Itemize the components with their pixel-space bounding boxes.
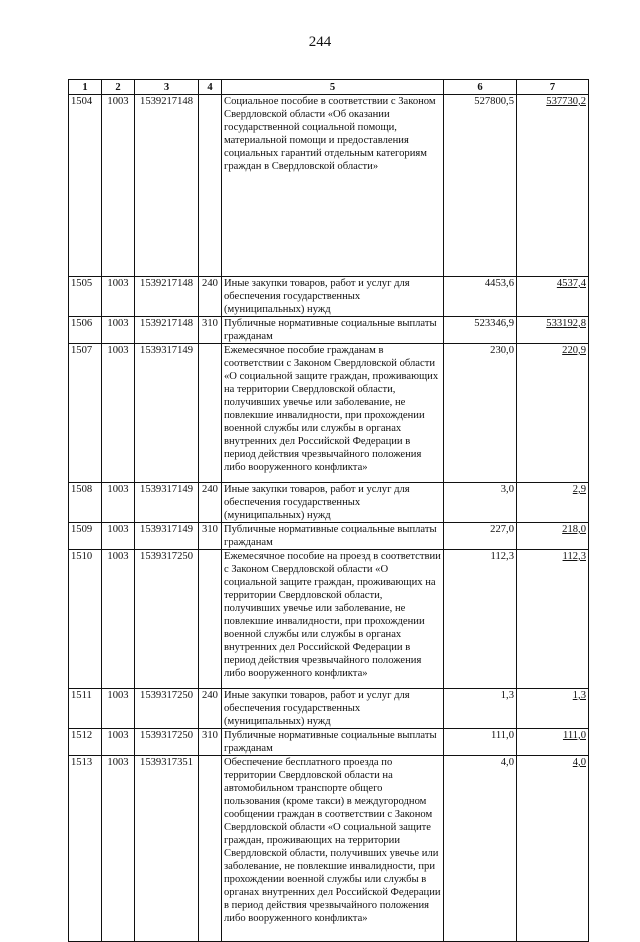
table-row (69, 344, 589, 483)
amount-col6: 4453,6 (444, 277, 517, 317)
expense-type-code: 310 (199, 317, 222, 344)
row-number: 1512 (69, 729, 102, 756)
amount-col7: 537730,2 (517, 95, 589, 277)
column-header: 5 (222, 80, 444, 95)
target-article-code: 1539317250 (135, 689, 199, 729)
amount-col6: 523346,9 (444, 317, 517, 344)
target-article-code: 1539317351 (135, 756, 199, 942)
amount-col7: 220,9 (517, 344, 589, 483)
section-code: 1003 (102, 344, 135, 483)
target-article-code: 1539217148 (135, 95, 199, 277)
section-code: 1003 (102, 756, 135, 942)
row-number: 1505 (69, 277, 102, 317)
target-article-code: 1539217148 (135, 317, 199, 344)
amount-col7: 4,0 (517, 756, 589, 942)
row-description: Ежемесячное пособие гражданам в соответствии с Законом Свердловской области «О социальной защите граждан, проживающих на территории Свердловской области, получивших увечье или заболевание, не повлекшие инвалидности, при прохождении военной службы или службы в органах внутренних дел Российской Федерации в период действия чрезвычайного положения либо вооруженного конфликта» (222, 344, 444, 483)
section-code: 1003 (102, 689, 135, 729)
row-number: 1507 (69, 344, 102, 483)
section-code: 1003 (102, 277, 135, 317)
table-row (69, 277, 589, 317)
amount-col6: 1,3 (444, 689, 517, 729)
table-row (69, 317, 589, 344)
amount-col7: 2,9 (517, 483, 589, 523)
amount-col6: 3,0 (444, 483, 517, 523)
amount-col7: 218,0 (517, 523, 589, 550)
amount-col7: 1,3 (517, 689, 589, 729)
amount-col6: 230,0 (444, 344, 517, 483)
amount-col6: 111,0 (444, 729, 517, 756)
table-row (69, 756, 589, 942)
budget-table (68, 79, 589, 942)
row-number: 1511 (69, 689, 102, 729)
amount-col7: 111,0 (517, 729, 589, 756)
expense-type-code (199, 756, 222, 942)
target-article-code: 1539217148 (135, 277, 199, 317)
expense-type-code (199, 344, 222, 483)
row-description: Публичные нормативные социальные выплаты гражданам (222, 523, 444, 550)
expense-type-code: 310 (199, 729, 222, 756)
row-description: Ежемесячное пособие на проезд в соответствии с Законом Свердловской области «О социальной защите граждан, проживающих на территории Свердловской области, получивших увечье или заболевание, не повлекшие инвалидности, при прохождении военной службы или службы в органах внутренних дел Российской Федерации в период действия чрезвычайного положения либо вооруженного конфликта» (222, 550, 444, 689)
expense-type-code: 240 (199, 277, 222, 317)
expense-type-code (199, 95, 222, 277)
target-article-code: 1539317149 (135, 483, 199, 523)
section-code: 1003 (102, 317, 135, 344)
section-code: 1003 (102, 550, 135, 689)
amount-col7: 4537,4 (517, 277, 589, 317)
row-number: 1509 (69, 523, 102, 550)
table-row (69, 729, 589, 756)
table-row (69, 689, 589, 729)
section-code: 1003 (102, 95, 135, 277)
row-description: Публичные нормативные социальные выплаты гражданам (222, 317, 444, 344)
amount-col6: 112,3 (444, 550, 517, 689)
table-row (69, 523, 589, 550)
expense-type-code: 240 (199, 689, 222, 729)
row-number: 1506 (69, 317, 102, 344)
section-code: 1003 (102, 523, 135, 550)
column-header: 1 (69, 80, 102, 95)
section-code: 1003 (102, 729, 135, 756)
row-description: Публичные нормативные социальные выплаты гражданам (222, 729, 444, 756)
column-header: 2 (102, 80, 135, 95)
row-description: Иные закупки товаров, работ и услуг для обеспечения государственных (муниципальных) нужд (222, 483, 444, 523)
amount-col7: 533192,8 (517, 317, 589, 344)
row-description: Иные закупки товаров, работ и услуг для обеспечения государственных (муниципальных) нужд (222, 689, 444, 729)
row-description: Социальное пособие в соответствии с Законом Свердловской области «Об оказании государственной социальной помощи, материальной помощи и предоставления социальных гарантий отдельным категориям граждан в Свердловской области» (222, 95, 444, 277)
column-header: 7 (517, 80, 589, 95)
expense-type-code: 310 (199, 523, 222, 550)
row-number: 1508 (69, 483, 102, 523)
amount-col6: 227,0 (444, 523, 517, 550)
column-header: 4 (199, 80, 222, 95)
row-description: Обеспечение бесплатного проезда по территории Свердловской области на автомобильном транспорте общего пользования (кроме такси) в междугородном сообщении граждан в соответствии с Законом Свердловской области «О социальной защите граждан, проживающих на территории Свердловской области, получивших увечье или заболевание, не повлекшие инвалидности, при прохождении военной службы или службы в органах внутренних дел Российской Федерации в период действия чрезвычайного положения либо вооруженного конфликта» (222, 756, 444, 942)
section-code: 1003 (102, 483, 135, 523)
table-header-row (69, 80, 589, 95)
target-article-code: 1539317250 (135, 550, 199, 689)
target-article-code: 1539317149 (135, 523, 199, 550)
table-row (69, 550, 589, 689)
expense-type-code (199, 550, 222, 689)
row-number: 1513 (69, 756, 102, 942)
column-header: 3 (135, 80, 199, 95)
row-number: 1510 (69, 550, 102, 689)
page-number: 244 (308, 34, 332, 50)
table-row (69, 95, 589, 277)
target-article-code: 1539317149 (135, 344, 199, 483)
table-row (69, 483, 589, 523)
amount-col7: 112,3 (517, 550, 589, 689)
column-header: 6 (444, 80, 517, 95)
amount-col6: 4,0 (444, 756, 517, 942)
row-number: 1504 (69, 95, 102, 277)
row-description: Иные закупки товаров, работ и услуг для обеспечения государственных (муниципальных) нужд (222, 277, 444, 317)
expense-type-code: 240 (199, 483, 222, 523)
amount-col6: 527800,5 (444, 95, 517, 277)
target-article-code: 1539317250 (135, 729, 199, 756)
